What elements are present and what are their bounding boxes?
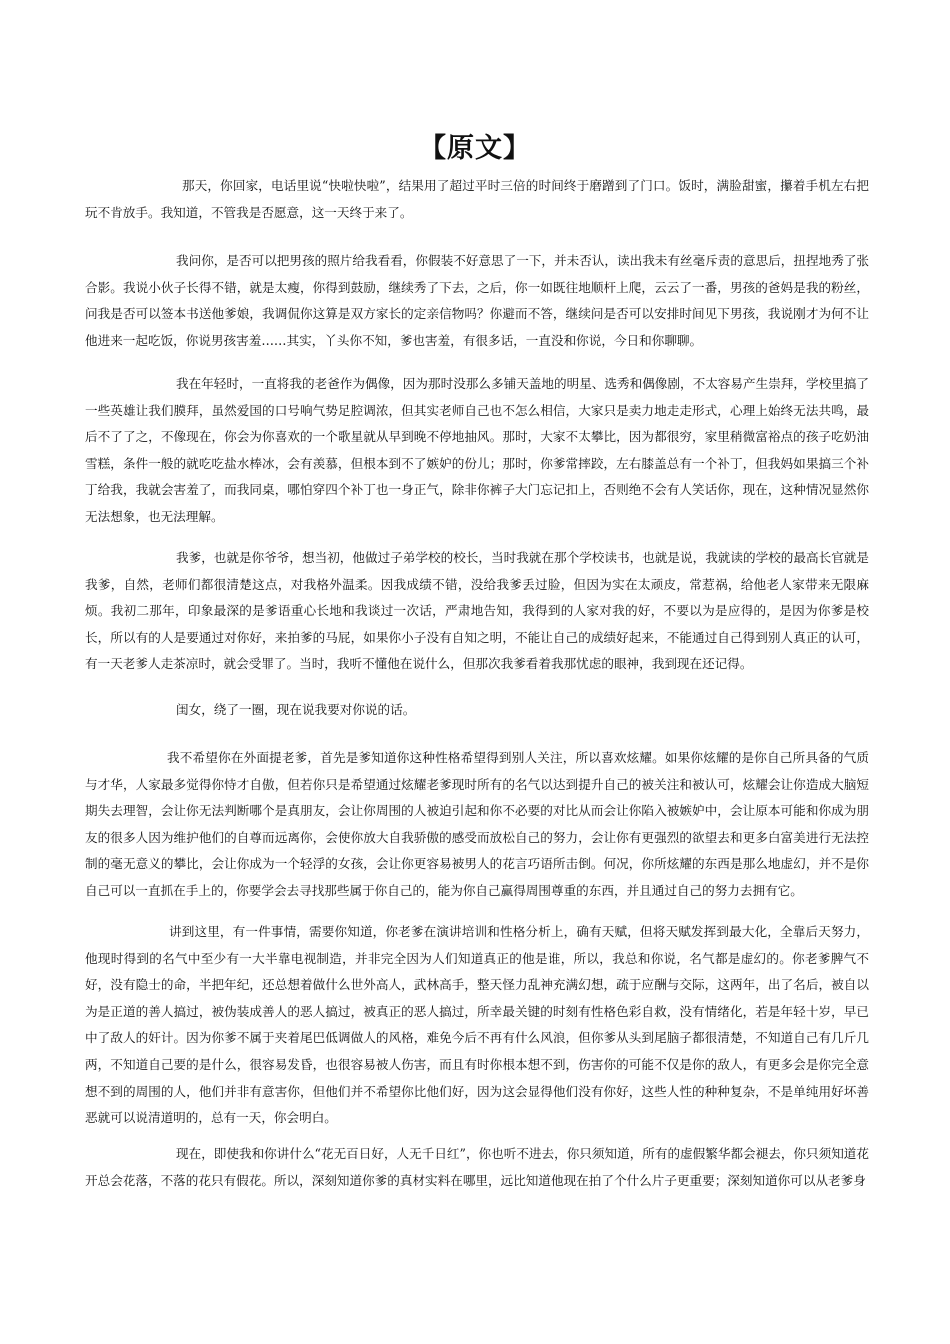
paragraph-6: 我不希望你在外面提老爹，首先是爹知道你这种性格希望得到别人关注，所以喜欢炫耀。如果你炫耀的是你自己所具备的气质与才华，人家最多觉得你恃才自傲，但若你只是希望通过炫耀老爹现时所有的名气以达到提升自己的被关注和被认可，炫耀会让你造成大脑短期失去理智，会让你无法判断哪个是真朋友，会让你周围的人被迫引起和你不必要的对比从而会让你陷入被嫉妒中，会让原本可能和你成为朋友的很多人因为维护他们的自尊而远离你，会使你放大自我骄傲的感受而放松自己的努力，会让你有更强烈的欲望去和更多白富美进行无法控制的毫无意义的攀比，会让你成为一个轻浮的女孩，会让你更容易被男人的花言巧语所击倒。何况，你所炫耀的东西是那么地虚幻，并不是你自己可以一直抓在手上的，你要学会去寻找那些属于你自己的，能为你自己赢得周围尊重的东西，并且通过自己的努力去拥有它。 — [85, 750, 869, 898]
document-title: 【原文】 — [419, 133, 531, 164]
paragraph-1: 那天，你回家，电话里说“快啦快啦”，结果用了超过平时三倍的时间终于磨蹭到了门口。饭时，满脸甜蜜，攥着手机左右把玩不肯放手。我知道，不管我是否愿意，这一天终于来了。 — [85, 178, 869, 220]
paragraph-7: 讲到这里，有一件事情，需要你知道，你老爹在演讲培训和性格分析上，确有天赋，但将天赋发挥到最大化，全靠后天努力，他现时得到的名气中至少有一大半靠电视制造，并非完全因为人们知道真正的他是谁，所以，我总和你说，名气都是虚幻的。你老爹脾气不好，没有隐士的命，半把年纪，还总想着做什么世外高人，武林高手，整天怪力乱神充满幻想，疏于应酬与交际，这两年，出了名后，被自以为是正道的善人搞过，被伪装成善人的恶人搞过，被真正的恶人搞过，所幸最关键的时刻有性格色彩自救，没有情绪化，若是年轻十岁，早已中了敌人的奸计。因为你爹不属于夹着尾巴低调做人的风格，难免今后不再有什么风浪，但你爹从头到尾脑子都很清楚，不知道自己有几斤几两，不知道自己要的是什么，很容易发昏，也很容易被人伤害，而且有时你根本想不到，伤害你的可能不仅是你的敌人，有更多会是你完全意想不到的周围的人，他们并非有意害你，但他们并不希望你比他们好，因为这会显得他们没有你好，这些人性的种种复杂，不是单纯用好坏善恶就可以说清道明的，总有一天，你会明白。 — [85, 924, 869, 1126]
paragraph-2: 我问你，是否可以把男孩的照片给我看看，你假装不好意思了一下，并未否认，读出我未有丝毫斥责的意思后，扭捏地秀了张合影。我说小伙子长得不错，就是太瘦，你得到鼓励，继续秀了下去，之后，你一如既往地顺杆上爬，云云了一番，男孩的爸妈是我的粉丝，问我是否可以签本书送他爹娘，我调侃你这算是双方家长的定亲信物吗？你避而不答，继续问是否可以安排时间见下男孩，我说刚才为何不让他进来一起吃饭，你说男孩害羞……其实，丫头你不知，爹也害羞，有很多话，一直没和你说，今日和你聊聊。 — [85, 253, 869, 348]
paragraph-8: 现在，即使我和你讲什么“花无百日好，人无千日红”，你也听不进去，你只须知道，所有的虚假繁华都会褪去，你只须知道花开总会花落，不落的花只有假花。所以，深刻知道你爹的真材实料在哪里，远比知道他现在拍了个什么片子更重要；深刻知道你可以从老爹身 — [85, 1146, 869, 1188]
paragraph-3: 我在年轻时，一直将我的老爸作为偶像，因为那时没那么多铺天盖地的明星、选秀和偶像剧，不太容易产生崇拜，学校里搞了一些英雄让我们膜拜，虽然爱国的口号响气势足腔调浓，但其实老师自己也不怎么相信，大家只是卖力地走走形式，心理上始终无法共鸣，最后不了了之，不像现在，你会为你喜欢的一个歌星就从早到晚不停地抽风。那时，大家不太攀比，因为都很穷，家里稍微富裕点的孩子吃奶油雪糕，条件一般的就吃吃盐水棒冰，会有羡慕，但根本到不了嫉妒的份儿；那时，你爹常摔跤，左右膝盖总有一个补丁，但我妈如果搞三个补丁给我，我就会害羞了，而我同桌，哪怕穿四个补丁也一身正气，除非你裤子大门忘记扣上，否则绝不会有人笑话你，现在，这种情况显然你无法想象，也无法理解。 — [85, 376, 869, 524]
paragraph-5: 闺女，绕了一圈，现在说我要对你说的话。 — [176, 702, 416, 717]
paragraph-4: 我爹，也就是你爷爷，想当初，他做过子弟学校的校长，当时我就在那个学校读书，也就是说，我就读的学校的最高长官就是我爹，自然，老师们都很清楚这点，对我格外温柔。因我成绩不错，没给我爹丢过脸，但因为实在太顽皮，常惹祸，给他老人家带来无限麻烦。我初二那年，印象最深的是爹语重心长地和我谈过一次话，严肃地告知，我得到的人家对我的好，不要以为是应得的，是因为你爹是校长，所以有的人是要通过对你好，来拍爹的马屁，如果你小子没有自知之明，不能让自己的成绩好起来，不能通过自己得到别人真正的认可，有一天老爹人走茶凉时，就会受罪了。当时，我听不懂他在说什么，但那次我爹看着我那忧虑的眼神，我到现在还记得。 — [85, 550, 869, 672]
